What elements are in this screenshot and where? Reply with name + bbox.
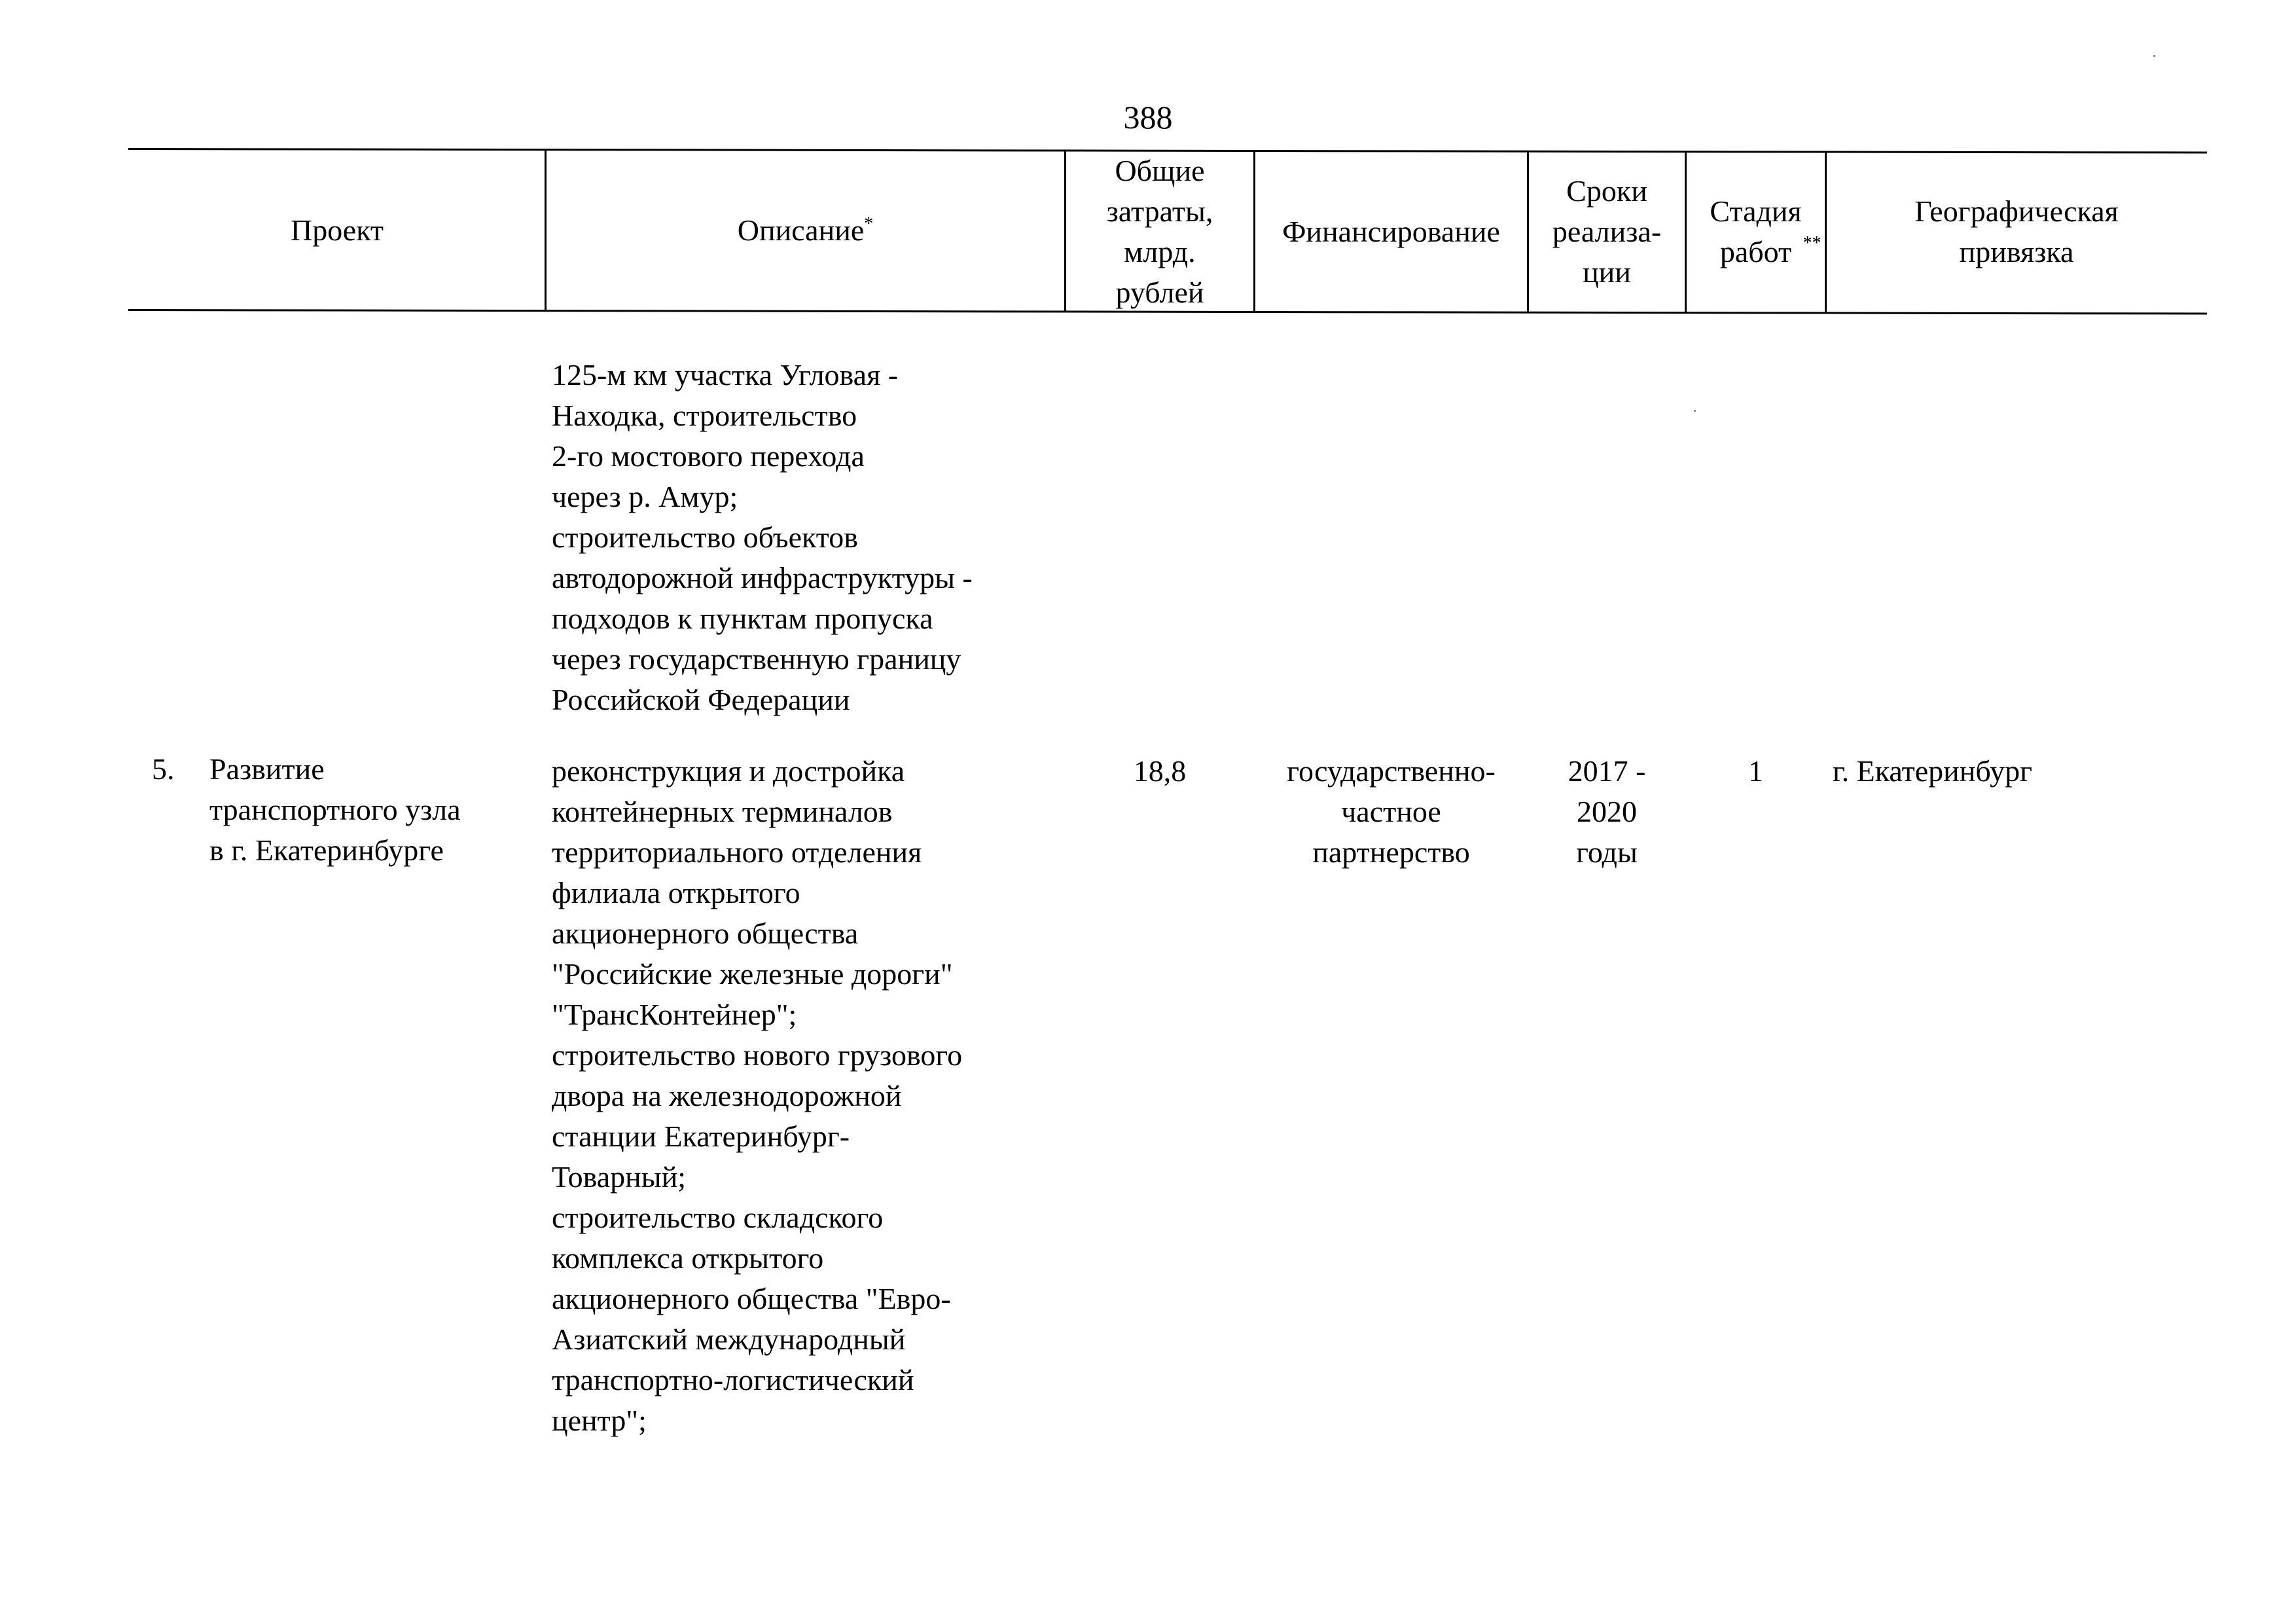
header-terms	[1529, 152, 1685, 312]
header-stage-label: Стадия работ **	[1710, 194, 1821, 268]
row-financing: государственно- частное партнерство	[1287, 754, 1496, 869]
header-project-label: Проект	[290, 213, 384, 247]
continuation-description: 125-м км участка Угловая - Находка, строительство 2-го мостового перехода через р. Амур; строительство объектов автодорожной инфраструктуры - подходов к пунктам пропуска через государственную границу Российской Федерации	[552, 358, 973, 716]
row-terms: 2017 - 2020 годы	[1568, 754, 1646, 869]
scan-speck	[1694, 410, 1696, 412]
scan-speck	[2153, 55, 2155, 57]
page-number: 388	[1123, 99, 1173, 136]
header-geo	[1827, 152, 2206, 312]
header-project	[130, 152, 545, 309]
header-financing	[1255, 152, 1527, 312]
row-stage: 1	[1748, 754, 1763, 788]
header-cost-label: Общие затраты, млрд. рублей	[1106, 154, 1213, 309]
header-cost	[1066, 152, 1253, 312]
header-geo-label: Географическая привязка	[1914, 194, 2119, 268]
row-cost: 18,8	[1133, 754, 1187, 788]
header-terms-label: Сроки реализа- ции	[1552, 174, 1662, 289]
row-project: Развитие транспортного узла в г. Екатеринбурге	[209, 752, 461, 867]
header-stage	[1687, 152, 1825, 312]
header-description	[547, 152, 1064, 309]
header-description-label: Описание*	[737, 213, 874, 247]
footnote-mark: *	[864, 213, 874, 234]
row-description: реконструкция и достройка контейнерных терминалов территориального отделения филиала открытого акционерного общества "Российские железные дороги" "ТрансКонтейнер"; строительство нового грузового двора на железнодорожной станции Екатеринбург- Товарный; строительство складского комплекса открытого акционерного общества "Евро- Азиатский международный транспортно-логистический центр";	[552, 754, 963, 1437]
row-number: 5.	[152, 752, 175, 786]
header-financing-label: Финансирование	[1282, 215, 1500, 248]
row-geo: г. Екатеринбург	[1833, 754, 2032, 788]
